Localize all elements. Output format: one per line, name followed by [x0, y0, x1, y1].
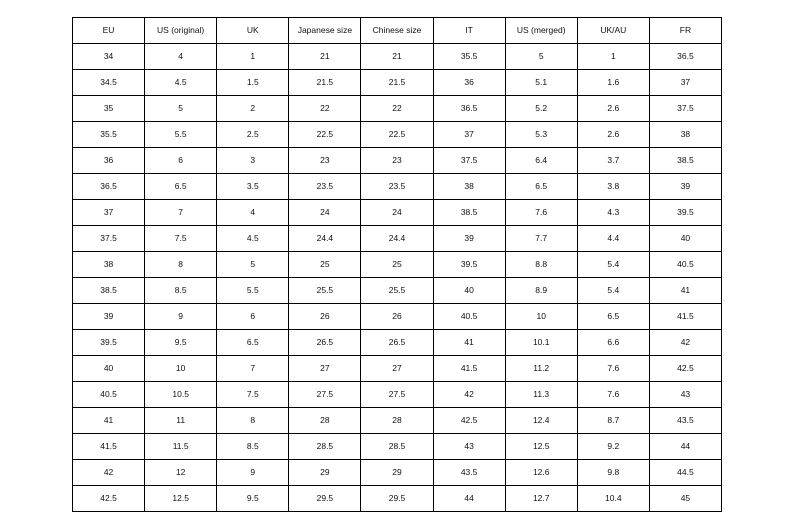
table-cell: 7.5	[145, 226, 217, 252]
table-cell: 40.5	[433, 304, 505, 330]
table-cell: 41.5	[73, 434, 145, 460]
table-cell: 23.5	[289, 174, 361, 200]
table-cell: 5.1	[505, 70, 577, 96]
table-row	[73, 200, 722, 226]
table-row	[73, 382, 722, 408]
table-cell: 37.5	[649, 96, 721, 122]
table-cell: 1.6	[577, 70, 649, 96]
table-cell: 8	[217, 408, 289, 434]
table-cell: 1.5	[217, 70, 289, 96]
table-cell: 22.5	[361, 122, 433, 148]
table-body	[73, 44, 722, 512]
table-cell: 27	[361, 356, 433, 382]
table-cell: 40	[433, 278, 505, 304]
table-cell: 40	[649, 226, 721, 252]
table-cell: 11.3	[505, 382, 577, 408]
table-cell: 4.4	[577, 226, 649, 252]
table-cell: 5	[505, 44, 577, 70]
table-cell: 25.5	[361, 278, 433, 304]
table-cell: 5	[145, 96, 217, 122]
table-cell: 21	[289, 44, 361, 70]
table-cell: 37	[433, 122, 505, 148]
table-cell: 41.5	[649, 304, 721, 330]
table-cell: 36.5	[649, 44, 721, 70]
table-cell: 43.5	[433, 460, 505, 486]
table-cell: 27	[289, 356, 361, 382]
table-cell: 23	[289, 148, 361, 174]
table-cell: 6.4	[505, 148, 577, 174]
table-row	[73, 122, 722, 148]
table-cell: 39.5	[649, 200, 721, 226]
table-cell: 5.5	[145, 122, 217, 148]
table-cell: 5.4	[577, 252, 649, 278]
table-row	[73, 356, 722, 382]
table-cell: 9	[145, 304, 217, 330]
table-cell: 29.5	[289, 486, 361, 512]
column-header: FR	[649, 18, 721, 44]
table-cell: 2.6	[577, 122, 649, 148]
table-header	[73, 18, 722, 44]
table-cell: 44.5	[649, 460, 721, 486]
table-cell: 23.5	[361, 174, 433, 200]
column-header: Chinese size	[361, 18, 433, 44]
table-cell: 7.6	[577, 382, 649, 408]
table-row	[73, 174, 722, 200]
table-cell: 12.6	[505, 460, 577, 486]
table-cell: 12	[145, 460, 217, 486]
table-cell: 4.5	[217, 226, 289, 252]
table-cell: 9	[217, 460, 289, 486]
table-cell: 26.5	[361, 330, 433, 356]
table-row	[73, 44, 722, 70]
table-cell: 4	[145, 44, 217, 70]
table-row	[73, 278, 722, 304]
table-cell: 44	[433, 486, 505, 512]
table-cell: 42.5	[649, 356, 721, 382]
table-cell: 39.5	[433, 252, 505, 278]
table-cell: 24.4	[289, 226, 361, 252]
table-cell: 42.5	[73, 486, 145, 512]
table-cell: 26	[289, 304, 361, 330]
table-cell: 25	[289, 252, 361, 278]
table-row	[73, 486, 722, 512]
table-cell: 25.5	[289, 278, 361, 304]
column-header: Japanese size	[289, 18, 361, 44]
table-cell: 37.5	[73, 226, 145, 252]
table-cell: 3.7	[577, 148, 649, 174]
table-cell: 25	[361, 252, 433, 278]
table-row	[73, 304, 722, 330]
table-cell: 3.8	[577, 174, 649, 200]
table-cell: 42	[649, 330, 721, 356]
table-cell: 39.5	[73, 330, 145, 356]
table-cell: 27.5	[289, 382, 361, 408]
table-cell: 40.5	[73, 382, 145, 408]
table-cell: 36	[433, 70, 505, 96]
table-cell: 2.5	[217, 122, 289, 148]
table-row	[73, 70, 722, 96]
table-cell: 9.5	[217, 486, 289, 512]
table-cell: 38.5	[433, 200, 505, 226]
column-header: EU	[73, 18, 145, 44]
table-cell: 3	[217, 148, 289, 174]
table-cell: 43.5	[649, 408, 721, 434]
table-cell: 40	[73, 356, 145, 382]
table-cell: 21.5	[361, 70, 433, 96]
table-cell: 2	[217, 96, 289, 122]
table-cell: 43	[433, 434, 505, 460]
table-cell: 37	[73, 200, 145, 226]
table-cell: 8	[145, 252, 217, 278]
table-row	[73, 330, 722, 356]
table-cell: 38.5	[649, 148, 721, 174]
table-cell: 27.5	[361, 382, 433, 408]
table-cell: 41	[649, 278, 721, 304]
table-cell: 35.5	[433, 44, 505, 70]
table-cell: 4.5	[145, 70, 217, 96]
table-cell: 11.5	[145, 434, 217, 460]
column-header: UK	[217, 18, 289, 44]
table-cell: 29	[289, 460, 361, 486]
table-cell: 23	[361, 148, 433, 174]
table-cell: 26	[361, 304, 433, 330]
table-cell: 34.5	[73, 70, 145, 96]
table-cell: 8.7	[577, 408, 649, 434]
table-cell: 7.6	[577, 356, 649, 382]
table-cell: 24.4	[361, 226, 433, 252]
table-cell: 21.5	[289, 70, 361, 96]
table-cell: 6.5	[577, 304, 649, 330]
column-header: IT	[433, 18, 505, 44]
table-cell: 5	[217, 252, 289, 278]
table-cell: 10	[505, 304, 577, 330]
table-cell: 8.9	[505, 278, 577, 304]
table-cell: 41	[73, 408, 145, 434]
table-cell: 8.5	[217, 434, 289, 460]
table-cell: 7.6	[505, 200, 577, 226]
table-cell: 41	[433, 330, 505, 356]
table-cell: 6.5	[217, 330, 289, 356]
table-cell: 12.5	[505, 434, 577, 460]
table-cell: 29.5	[361, 486, 433, 512]
table-cell: 7.5	[217, 382, 289, 408]
table-cell: 28.5	[289, 434, 361, 460]
table-cell: 5.4	[577, 278, 649, 304]
table-cell: 39	[73, 304, 145, 330]
table-cell: 5.2	[505, 96, 577, 122]
table-cell: 42	[73, 460, 145, 486]
table-cell: 11.2	[505, 356, 577, 382]
table-cell: 7	[145, 200, 217, 226]
table-header-row	[73, 18, 722, 44]
table-cell: 35.5	[73, 122, 145, 148]
table-cell: 41.5	[433, 356, 505, 382]
table-cell: 21	[361, 44, 433, 70]
table-cell: 35	[73, 96, 145, 122]
table-cell: 38	[433, 174, 505, 200]
table-cell: 1	[217, 44, 289, 70]
table-cell: 38.5	[73, 278, 145, 304]
column-header: US (original)	[145, 18, 217, 44]
table-cell: 28	[289, 408, 361, 434]
shoe-size-conversion-table	[72, 17, 722, 512]
table-cell: 4.3	[577, 200, 649, 226]
table-cell: 9.5	[145, 330, 217, 356]
table-cell: 7	[217, 356, 289, 382]
table-cell: 10.4	[577, 486, 649, 512]
table-cell: 8.8	[505, 252, 577, 278]
table-cell: 10.1	[505, 330, 577, 356]
table-cell: 38	[73, 252, 145, 278]
table-cell: 24	[289, 200, 361, 226]
table-cell: 6.6	[577, 330, 649, 356]
table-cell: 6.5	[505, 174, 577, 200]
table-cell: 5.3	[505, 122, 577, 148]
table-row	[73, 460, 722, 486]
table-cell: 11	[145, 408, 217, 434]
table-cell: 34	[73, 44, 145, 70]
table-cell: 4	[217, 200, 289, 226]
table-cell: 43	[649, 382, 721, 408]
table-cell: 6	[217, 304, 289, 330]
table-row	[73, 434, 722, 460]
table-cell: 10.5	[145, 382, 217, 408]
table-cell: 45	[649, 486, 721, 512]
table-row	[73, 148, 722, 174]
table-cell: 6	[145, 148, 217, 174]
column-header: UK/AU	[577, 18, 649, 44]
table-cell: 44	[649, 434, 721, 460]
table-cell: 42.5	[433, 408, 505, 434]
table-cell: 10	[145, 356, 217, 382]
table-cell: 29	[361, 460, 433, 486]
table-cell: 5.5	[217, 278, 289, 304]
table-cell: 9.2	[577, 434, 649, 460]
table-cell: 37	[649, 70, 721, 96]
table-cell: 2.6	[577, 96, 649, 122]
table-cell: 24	[361, 200, 433, 226]
table-cell: 26.5	[289, 330, 361, 356]
table-cell: 22	[361, 96, 433, 122]
table-cell: 42	[433, 382, 505, 408]
table-cell: 3.5	[217, 174, 289, 200]
table-row	[73, 96, 722, 122]
table-cell: 36.5	[73, 174, 145, 200]
table-row	[73, 252, 722, 278]
table-cell: 28	[361, 408, 433, 434]
table-cell: 37.5	[433, 148, 505, 174]
table-cell: 39	[433, 226, 505, 252]
table-row	[73, 408, 722, 434]
table-cell: 8.5	[145, 278, 217, 304]
table-cell: 39	[649, 174, 721, 200]
table-cell: 9.8	[577, 460, 649, 486]
table-cell: 38	[649, 122, 721, 148]
table-cell: 22	[289, 96, 361, 122]
table-cell: 1	[577, 44, 649, 70]
table-cell: 6.5	[145, 174, 217, 200]
table-cell: 40.5	[649, 252, 721, 278]
table-cell: 36	[73, 148, 145, 174]
table-cell: 7.7	[505, 226, 577, 252]
table-cell: 12.4	[505, 408, 577, 434]
column-header: US (merged)	[505, 18, 577, 44]
table-row	[73, 226, 722, 252]
table-cell: 22.5	[289, 122, 361, 148]
table-cell: 28.5	[361, 434, 433, 460]
table-cell: 12.5	[145, 486, 217, 512]
table-cell: 12.7	[505, 486, 577, 512]
table-cell: 36.5	[433, 96, 505, 122]
